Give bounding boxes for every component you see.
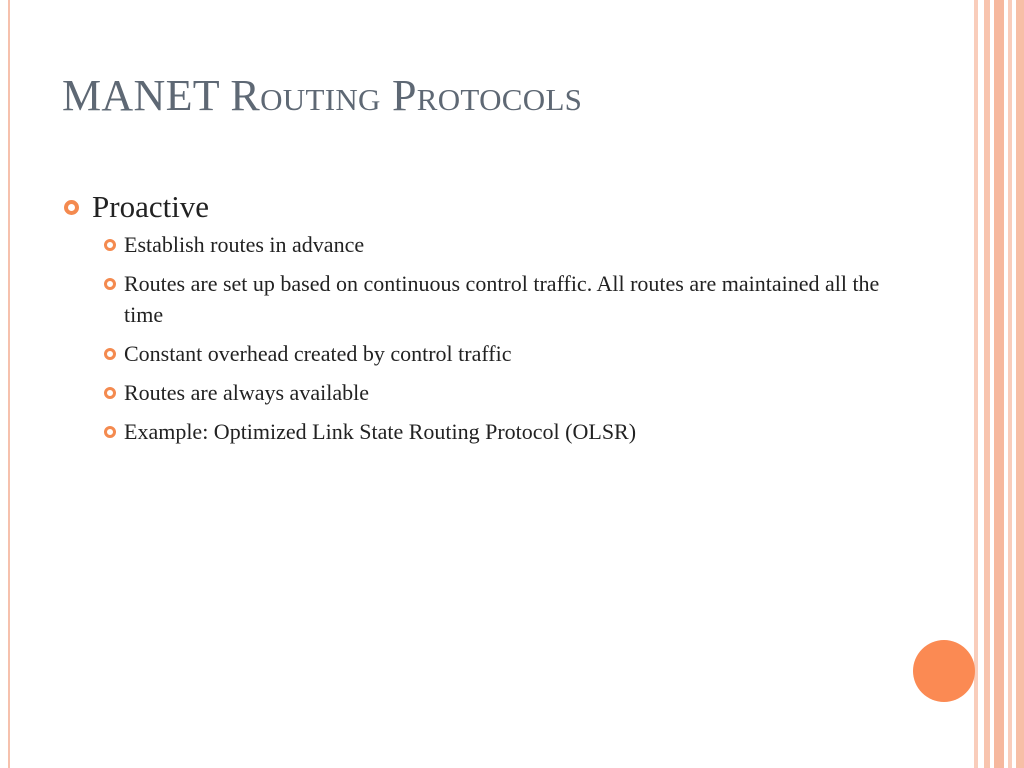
sub-bullet-item [102,378,892,409]
ring-bullet-icon [104,348,116,360]
right-decorative-stripes [974,0,1024,768]
ring-bullet-icon [64,200,79,215]
slide-title: MANET Routing Protocols [62,71,583,120]
sub-bullet-text: Constant overhead created by control traffic [124,340,512,366]
bullet-item-proactive [62,186,892,228]
sub-bullet-item [102,269,892,330]
bullet-list [62,186,892,456]
sub-bullet-text: Routes are always available [124,379,369,405]
stripe [1008,0,1012,768]
sub-bullet-item [102,230,892,261]
ring-bullet-icon [104,239,116,251]
stripe [994,0,1004,768]
sub-bullet-text: Example: Optimized Link State Routing Protocol (OLSR) [124,418,637,444]
ring-bullet-icon [104,387,116,399]
ring-bullet-icon [104,426,116,438]
stripe [974,0,978,768]
stripe [1016,0,1024,768]
sub-bullet-item [102,339,892,370]
ring-bullet-icon [104,278,116,290]
left-border-line [8,0,10,768]
bullet-text: Proactive [92,189,210,224]
stripe [984,0,990,768]
sub-bullet-item [102,417,892,448]
sub-bullet-text: Establish routes in advance [124,232,365,257]
accent-circle [913,640,975,702]
sub-bullet-list [62,230,892,447]
sub-bullet-text: Routes are set up based on continuous control traffic. All routes are maintained all the time [124,271,880,327]
